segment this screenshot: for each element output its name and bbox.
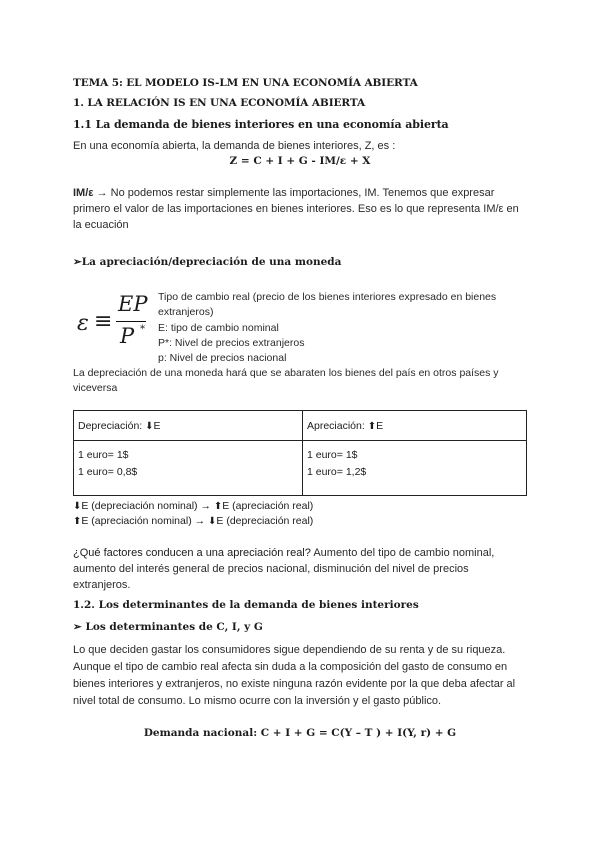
table-cell-depreciacion: 1 euro= 1$ 1 euro= 0,8$ (74, 441, 303, 496)
intro-line: En una economía abierta, la demanda de bienes interiores, Z, es : (73, 140, 396, 152)
formula-desc-3: P*: Nivel de precios extranjeros (158, 337, 305, 349)
im-text: No podemos restar simplemente las importaciones, IM. Tenemos que expresar primero el valor de las importaciones en bienes interiores. Eso es lo que representa IM/ε en la ecuación (73, 187, 519, 231)
table-header-apreciacion: Apreciación: ⬆E (303, 411, 527, 441)
arrow-down-icon: ⬇ (73, 501, 82, 512)
arrow-down-icon: ⬇ (145, 420, 154, 432)
depreciacion-text: La depreciación de una moneda hará que se abaraten los bienes del país en otros países y viceversa (73, 367, 499, 394)
subsection-1-1-title: 1.1 La demanda de bienes interiores en una economía abierta (73, 118, 449, 131)
formula-equiv: ≡ (94, 309, 113, 334)
depreciacion-apreciacion-table (73, 410, 527, 496)
tema-title: TEMA 5: EL MODELO IS-LM EN UNA ECONOMÍA ABIERTA (73, 77, 418, 89)
table-header-depreciacion: Depreciación: ⬇E (74, 411, 303, 441)
arrow-down-icon: ⬇ (208, 516, 217, 527)
formula-numerator: EP (118, 292, 148, 316)
demanda-nacional-equation: Demanda nacional: C + I + G = C(Y – T ) + I(Y, r) + G (143, 727, 457, 739)
formula-star: * (140, 324, 145, 335)
im-paragraph (73, 185, 528, 233)
relation-depreciacion-nominal: ⬇E (depreciación nominal) → ⬆E (apreciación real) (73, 500, 314, 512)
question: ¿Qué factores conducen a una apreciación real? (73, 547, 311, 559)
consumo-paragraph: Lo que deciden gastar los consumidores sigue dependiendo de su renta y de su riqueza. Aunque el tipo de cambio real afecta sin duda a la composición del gasto de consumo en bienes interiores y extranjeros, no existe ninguna razón evidente por la que deba afectar al nivel total de consumo. Lo mismo ocurre con la inversión y el gasto público. (73, 644, 516, 707)
arrow-up-icon: ⬆ (73, 516, 82, 527)
section1-title: 1. LA RELACIÓN IS EN UNA ECONOMÍA ABIERTA (73, 97, 366, 109)
formula-desc-4: p: Nivel de precios nacional (158, 352, 287, 364)
arrow-up-icon: ⬆ (367, 420, 377, 432)
table-cell-apreciacion: 1 euro= 1$ 1 euro= 1,2$ (303, 441, 527, 496)
determinantes-heading: ➢ Los determinantes de C, I, y G (73, 621, 263, 633)
im-arrow: → (96, 187, 108, 199)
equation-z: Z = C + I + G - IM/ε + X (229, 155, 371, 167)
arrow-up-icon: ⬆ (213, 501, 223, 512)
relation-apreciacion-nominal: ⬆E (apreciación nominal) → ⬇E (depreciación real) (73, 515, 314, 527)
formula-desc-2: E: tipo de cambio nominal (158, 322, 279, 334)
im-label: IM/ε (73, 187, 94, 199)
formula-denominator: P (120, 324, 135, 348)
apreciacion-heading: ➢La apreciación/depreciación de una moneda (73, 256, 342, 268)
question-paragraph (73, 545, 528, 593)
answer: Aumento del tipo de cambio nominal, aumento del interés general de precios nacional, disminución del nivel de precios extranjeros. (73, 547, 495, 591)
real-exchange-rate-formula (77, 294, 157, 352)
subsection-1-2-title: 1.2. Los determinantes de la demanda de bienes interiores (73, 599, 419, 611)
formula-fraction-bar (116, 321, 146, 322)
formula-epsilon: ε (77, 311, 89, 336)
formula-desc-1: Tipo de cambio real (precio de los bienes interiores expresado en bienes extranjeros) (158, 291, 497, 318)
